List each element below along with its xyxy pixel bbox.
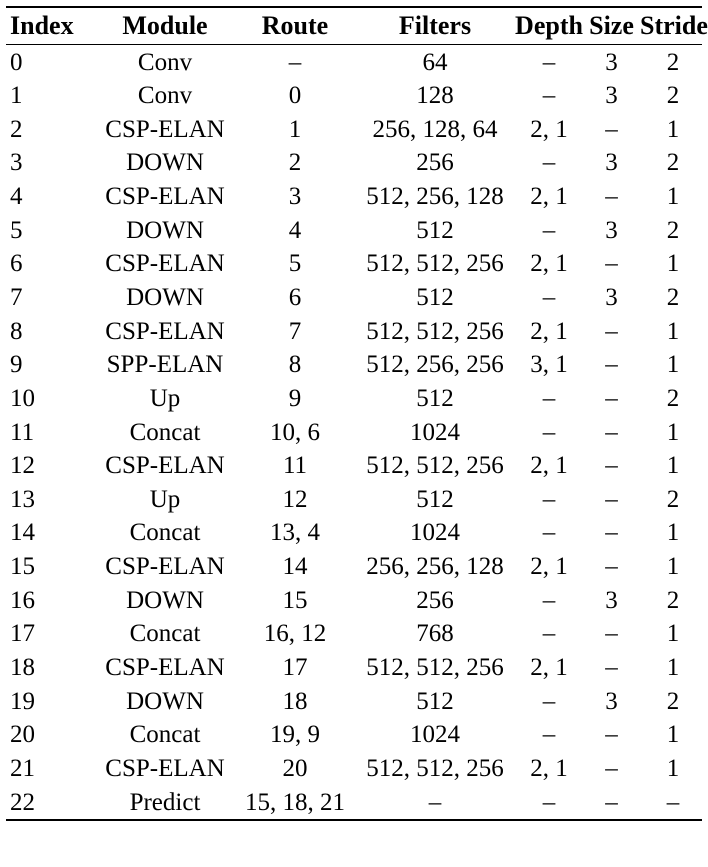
cell-depth: – <box>542 384 556 412</box>
cell-filters: 768 <box>416 620 454 648</box>
cell-size: – <box>605 721 618 749</box>
cell-size: – <box>605 351 618 379</box>
cell-stride: 2 <box>666 149 680 177</box>
cell-filters: 256 <box>416 149 454 177</box>
cell-size: – <box>605 788 618 816</box>
cell-depth: – <box>542 418 556 446</box>
cell-size: – <box>605 485 618 513</box>
cell-stride: 1 <box>666 553 680 581</box>
header-row <box>6 8 706 44</box>
cell-index: 9 <box>10 351 23 379</box>
cell-index: 8 <box>10 317 23 345</box>
cell-route: 10, 6 <box>270 418 320 446</box>
cell-index: 5 <box>10 216 23 244</box>
cell-depth: – <box>542 48 556 76</box>
cell-stride: 2 <box>666 283 680 311</box>
cell-filters: 64 <box>422 48 448 76</box>
cell-size: – <box>605 183 618 211</box>
cell-index: 19 <box>10 687 35 715</box>
cell-stride: 1 <box>666 754 680 782</box>
cell-index: 10 <box>10 384 35 412</box>
cell-index: 17 <box>10 620 35 648</box>
cell-depth: – <box>542 283 556 311</box>
cell-size: – <box>605 620 618 648</box>
cell-stride: 1 <box>666 183 680 211</box>
cell-depth: 2, 1 <box>530 553 568 581</box>
cell-index: 14 <box>10 519 35 547</box>
cell-route: 3 <box>288 183 302 211</box>
table-row <box>6 617 706 651</box>
cell-depth: 2, 1 <box>530 452 568 480</box>
cell-filters: 512 <box>416 687 454 715</box>
table-row <box>6 785 706 819</box>
cell-index: 1 <box>10 82 23 110</box>
cell-depth: – <box>542 620 556 648</box>
cell-stride: 1 <box>666 418 680 446</box>
cell-filters: 128 <box>416 82 454 110</box>
cell-index: 18 <box>10 654 35 682</box>
table-row <box>6 449 706 483</box>
cell-route: 5 <box>288 250 302 278</box>
cell-filters: 1024 <box>410 721 460 749</box>
cell-filters: 256, 128, 64 <box>372 115 498 143</box>
table-row <box>6 213 706 247</box>
cell-route: 8 <box>288 351 302 379</box>
cell-filters: 512 <box>416 384 454 412</box>
cell-size: 3 <box>605 586 618 614</box>
cell-filters: 512, 512, 256 <box>366 754 504 782</box>
cell-route: 12 <box>282 485 308 513</box>
cell-route: 13, 4 <box>270 519 320 547</box>
cell-depth: – <box>542 586 556 614</box>
cell-module: DOWN <box>126 586 204 614</box>
cell-module: Up <box>149 485 181 513</box>
cell-module: CSP-ELAN <box>105 654 225 682</box>
cell-module: DOWN <box>126 283 204 311</box>
cell-index: 4 <box>10 183 23 211</box>
cell-size: 3 <box>605 216 618 244</box>
cell-stride: 1 <box>666 452 680 480</box>
cell-index: 6 <box>10 250 23 278</box>
table-bottom-rule <box>6 819 702 821</box>
cell-stride: 2 <box>666 485 680 513</box>
cell-route: 4 <box>288 216 302 244</box>
cell-index: 13 <box>10 485 35 513</box>
table-row <box>6 752 706 786</box>
cell-index: 0 <box>10 48 23 76</box>
cell-index: 15 <box>10 553 35 581</box>
table-row <box>6 281 706 315</box>
cell-filters: 512 <box>416 283 454 311</box>
cell-size: 3 <box>605 149 618 177</box>
cell-module: Concat <box>129 418 201 446</box>
table-row <box>6 583 706 617</box>
cell-stride: 2 <box>666 82 680 110</box>
cell-module: SPP-ELAN <box>106 351 224 379</box>
table-header <box>6 8 706 44</box>
cell-size: 3 <box>605 687 618 715</box>
cell-index: 22 <box>10 788 35 816</box>
cell-index: 16 <box>10 586 35 614</box>
cell-module: CSP-ELAN <box>105 452 225 480</box>
cell-depth: 2, 1 <box>530 317 568 345</box>
cell-filters: 1024 <box>410 519 460 547</box>
table-row <box>6 516 706 550</box>
cell-filters: 512, 512, 256 <box>366 452 504 480</box>
cell-depth: – <box>542 485 556 513</box>
cell-filters: 512, 256, 256 <box>366 351 504 379</box>
cell-module: CSP-ELAN <box>105 250 225 278</box>
cell-size: – <box>605 553 618 581</box>
cell-index: 12 <box>10 452 35 480</box>
cell-size: – <box>605 418 618 446</box>
cell-size: 3 <box>605 48 618 76</box>
cell-size: – <box>605 519 618 547</box>
header-filters: Filters <box>398 11 472 40</box>
cell-index: 11 <box>10 418 35 446</box>
cell-module: DOWN <box>126 687 204 715</box>
cell-module: Concat <box>129 620 201 648</box>
cell-depth: – <box>542 149 556 177</box>
cell-route: 7 <box>288 317 302 345</box>
table-row <box>6 314 706 348</box>
table-row <box>6 415 706 449</box>
table-body <box>6 45 706 819</box>
cell-module: CSP-ELAN <box>105 553 225 581</box>
cell-index: 3 <box>10 149 23 177</box>
cell-module: CSP-ELAN <box>105 754 225 782</box>
cell-route: – <box>288 48 302 76</box>
cell-module: Concat <box>129 721 201 749</box>
cell-size: – <box>605 654 618 682</box>
cell-stride: 2 <box>666 586 680 614</box>
cell-route: 11 <box>282 452 308 480</box>
cell-stride: 1 <box>666 317 680 345</box>
cell-filters: – <box>428 788 442 816</box>
cell-stride: 1 <box>666 721 680 749</box>
cell-index: 21 <box>10 754 35 782</box>
cell-stride: – <box>666 788 680 816</box>
cell-module: Conv <box>137 82 193 110</box>
cell-stride: 2 <box>666 687 680 715</box>
architecture-table-body <box>6 45 706 819</box>
header-route: Route <box>261 11 329 40</box>
cell-module: DOWN <box>126 216 204 244</box>
cell-filters: 256 <box>416 586 454 614</box>
cell-filters: 512 <box>416 485 454 513</box>
table-row <box>6 146 706 180</box>
cell-stride: 1 <box>666 351 680 379</box>
cell-route: 18 <box>282 687 308 715</box>
cell-depth: 2, 1 <box>530 183 568 211</box>
cell-index: 7 <box>10 283 23 311</box>
cell-size: – <box>605 115 618 143</box>
table-row <box>6 112 706 146</box>
cell-depth: – <box>542 687 556 715</box>
cell-depth: 3, 1 <box>530 351 568 379</box>
table-row <box>6 684 706 718</box>
cell-module: CSP-ELAN <box>105 115 225 143</box>
header-module: Module <box>122 11 208 40</box>
cell-route: 14 <box>282 553 308 581</box>
cell-module: Predict <box>129 788 201 816</box>
architecture-table-container <box>6 6 708 821</box>
table-row <box>6 45 706 79</box>
cell-size: – <box>605 754 618 782</box>
cell-filters: 512, 512, 256 <box>366 250 504 278</box>
cell-depth: – <box>542 519 556 547</box>
cell-route: 0 <box>288 82 302 110</box>
cell-route: 9 <box>288 384 302 412</box>
cell-depth: 2, 1 <box>530 754 568 782</box>
cell-route: 19, 9 <box>270 721 320 749</box>
table-row <box>6 718 706 752</box>
cell-module: CSP-ELAN <box>105 183 225 211</box>
cell-route: 1 <box>288 115 302 143</box>
cell-route: 20 <box>282 754 308 782</box>
cell-route: 15, 18, 21 <box>245 788 345 816</box>
cell-stride: 1 <box>666 654 680 682</box>
table-row <box>6 651 706 685</box>
cell-depth: 2, 1 <box>530 115 568 143</box>
cell-index: 2 <box>10 115 23 143</box>
table-row <box>6 382 706 416</box>
cell-size: 3 <box>605 283 618 311</box>
cell-route: 15 <box>282 586 308 614</box>
cell-stride: 2 <box>666 216 680 244</box>
cell-stride: 1 <box>666 620 680 648</box>
header-index: Index <box>10 11 74 40</box>
cell-depth: – <box>542 788 556 816</box>
cell-route: 16, 12 <box>263 620 327 648</box>
table-row <box>6 348 706 382</box>
cell-depth: – <box>542 721 556 749</box>
architecture-table <box>6 8 706 44</box>
cell-filters: 1024 <box>410 418 460 446</box>
cell-route: 2 <box>288 149 302 177</box>
table-row <box>6 180 706 214</box>
cell-depth: 2, 1 <box>530 654 568 682</box>
cell-route: 17 <box>282 654 308 682</box>
cell-filters: 512, 512, 256 <box>366 654 504 682</box>
cell-filters: 256, 256, 128 <box>366 553 504 581</box>
header-stride: Stride <box>640 11 708 40</box>
cell-depth: 2, 1 <box>530 250 568 278</box>
cell-module: DOWN <box>126 149 204 177</box>
cell-module: Conv <box>137 48 193 76</box>
cell-stride: 1 <box>666 250 680 278</box>
cell-module: Up <box>149 384 181 412</box>
table-row <box>6 79 706 113</box>
cell-stride: 2 <box>666 48 680 76</box>
cell-module: CSP-ELAN <box>105 317 225 345</box>
cell-size: 3 <box>605 82 618 110</box>
cell-size: – <box>605 250 618 278</box>
cell-index: 20 <box>10 721 35 749</box>
cell-route: 6 <box>288 283 302 311</box>
table-row <box>6 247 706 281</box>
cell-size: – <box>605 317 618 345</box>
cell-depth: – <box>542 82 556 110</box>
cell-size: – <box>605 384 618 412</box>
header-size: Size <box>589 11 634 40</box>
cell-size: – <box>605 452 618 480</box>
cell-stride: 1 <box>666 519 680 547</box>
table-row <box>6 483 706 517</box>
cell-stride: 2 <box>666 384 680 412</box>
cell-module: Concat <box>129 519 201 547</box>
cell-filters: 512, 256, 128 <box>366 183 504 211</box>
table-row <box>6 550 706 584</box>
cell-stride: 1 <box>666 115 680 143</box>
header-depth: Depth <box>515 11 583 40</box>
cell-filters: 512 <box>416 216 454 244</box>
cell-depth: – <box>542 216 556 244</box>
cell-filters: 512, 512, 256 <box>366 317 504 345</box>
